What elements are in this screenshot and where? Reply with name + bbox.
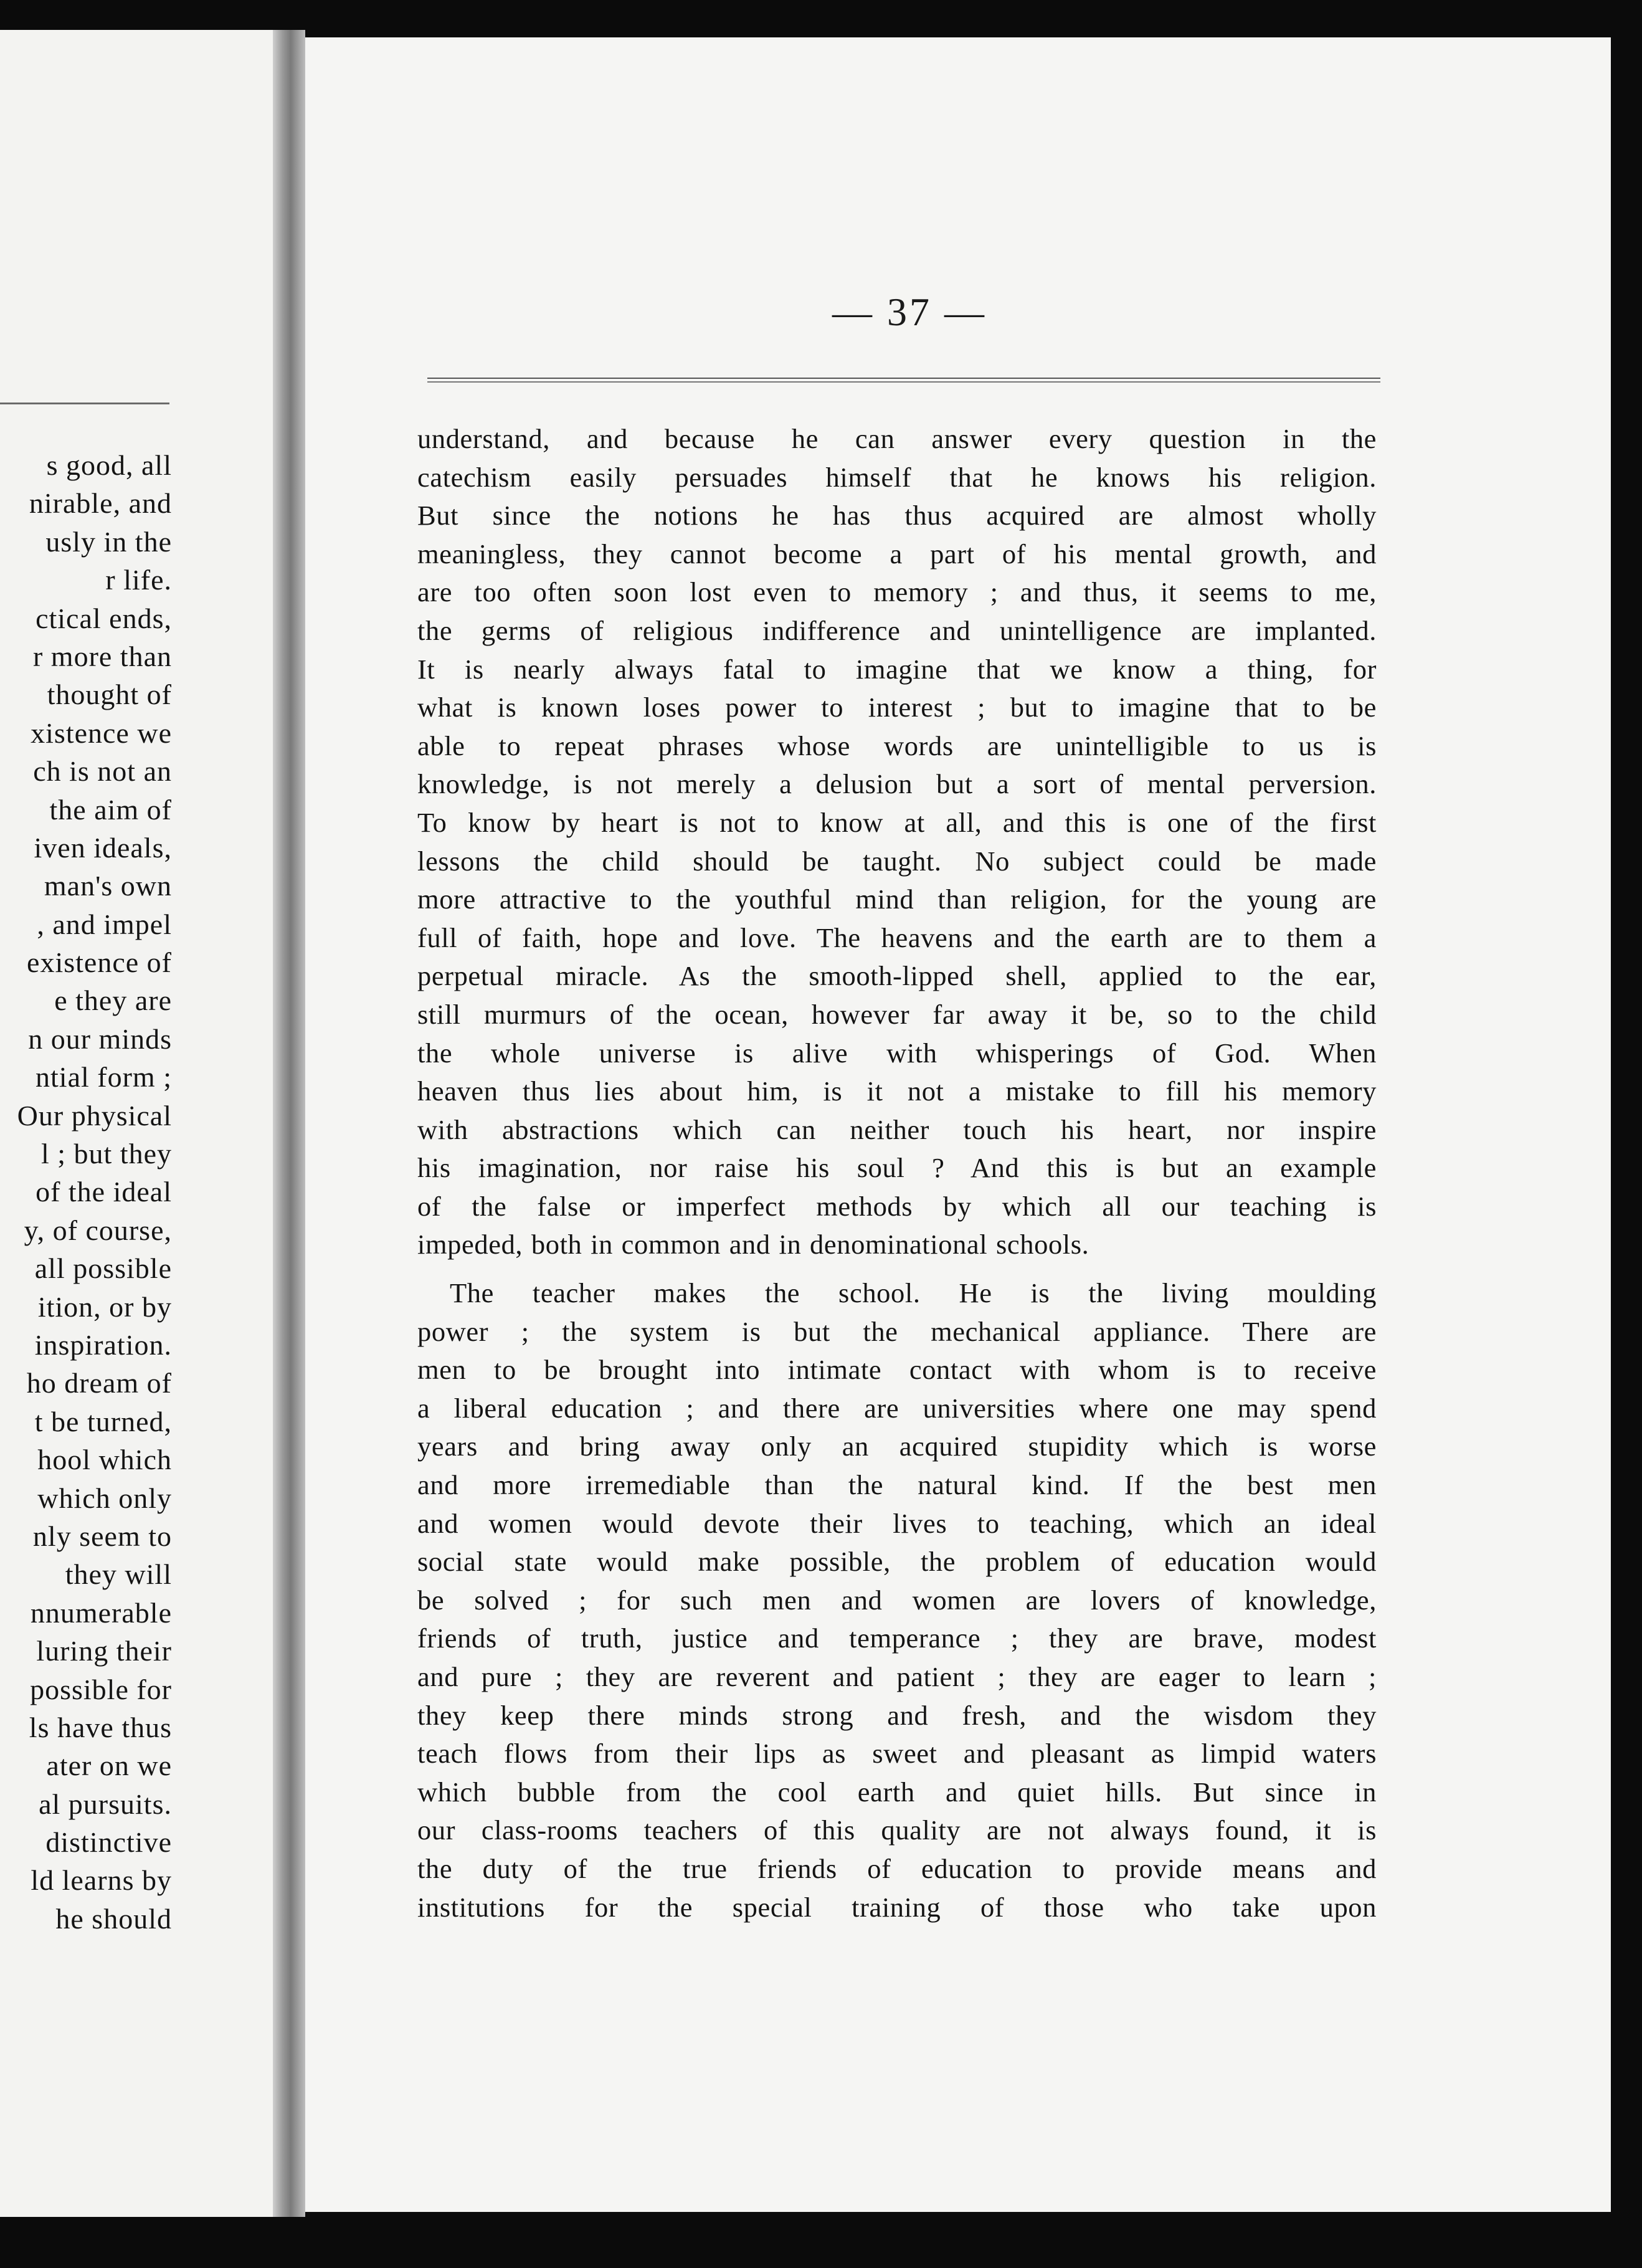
text-line: r more than [32, 640, 172, 672]
text-line: he should [55, 1902, 172, 1935]
text-line: they keep there minds strong and fresh, and the wisdom they [417, 1699, 1377, 1731]
text-line: s good, all [46, 449, 172, 481]
text-line: the whole universe is alive with whisperings of God. When [417, 1037, 1377, 1069]
text-line: luring their [36, 1635, 172, 1667]
paragraph-1 [417, 420, 1377, 1264]
text-line: r life. [105, 564, 172, 596]
text-line: of the false or imperfect methods by which all our teaching is [417, 1190, 1377, 1222]
text-line: But since the notions he has thus acquired are almost wholly [417, 500, 1377, 531]
text-line: and women would devote their lives to teaching, which an ideal [417, 1507, 1377, 1539]
left-header-rule [0, 403, 169, 404]
text-line: all possible [34, 1252, 172, 1285]
text-line: xistence we [31, 717, 172, 749]
text-line: the aim of [49, 793, 172, 826]
text-line: impeded, both in common and in denominational schools. [417, 1229, 1089, 1260]
text-line: years and bring away only an acquired stupidity which is worse [417, 1431, 1377, 1462]
book-gutter [273, 30, 305, 2217]
text-line: , and impel [37, 908, 172, 940]
text-line: y, of course, [24, 1214, 172, 1246]
text-line: l ; but they [40, 1138, 172, 1170]
left-page-text [0, 446, 172, 1938]
text-line: and more irremediable than the natural kind. If the best men [417, 1469, 1377, 1501]
text-line: ntial form ; [36, 1061, 172, 1094]
text-line: ition, or by [37, 1290, 172, 1323]
text-line: the duty of the true friends of education to provide means and [417, 1852, 1377, 1884]
text-line: teach flows from their lips as sweet and pleasant as limpid waters [417, 1738, 1377, 1770]
text-line: what is known loses power to interest ; but to imagine that to be [417, 692, 1377, 723]
text-line: t be turned, [34, 1405, 172, 1437]
text-line: men to be brought into intimate contact with whom is to receive [417, 1354, 1377, 1386]
text-line: possible for [30, 1673, 172, 1705]
text-line: ld learns by [31, 1864, 172, 1897]
left-page [0, 30, 273, 2217]
text-line: distinctive [45, 1826, 172, 1859]
text-line: which only [37, 1482, 172, 1514]
text-line: and pure ; they are reverent and patient ; they are eager to learn ; [417, 1661, 1377, 1692]
text-line: inspiration. [34, 1328, 172, 1361]
text-line: Our physical [17, 1099, 172, 1132]
text-line: It is nearly always fatal to imagine that we know a thing, for [417, 653, 1377, 685]
text-line: our class-rooms teachers of this quality are not always found, it is [417, 1814, 1377, 1846]
text-line: ls have thus [29, 1711, 172, 1743]
text-line: perpetual miracle. As the smooth-lipped shell, applied to the ear, [417, 960, 1377, 992]
page-number: — 37 — [832, 290, 987, 334]
text-line: meaningless, they cannot become a part of his mental growth, and [417, 538, 1377, 569]
text-line: knowledge, is not merely a delusion but a sort of mental perversion. [417, 768, 1377, 800]
text-line: social state would make possible, the problem of education would [417, 1546, 1377, 1578]
text-line: more attractive to the youthful mind than religion, for the young are [417, 884, 1377, 915]
text-line: a liberal education ; and there are universities where one may spend [417, 1392, 1377, 1424]
text-line: with abstractions which can neither touch his heart, nor inspire [417, 1113, 1377, 1145]
text-line: man's own [44, 870, 172, 902]
text-line: usly in the [45, 525, 172, 558]
text-line: nly seem to [32, 1520, 172, 1552]
text-line: n our minds [28, 1022, 172, 1055]
text-line: the germs of religious indifference and unintelligence are implanted. [417, 614, 1377, 646]
text-line: which bubble from the cool earth and quiet hills. But since in [417, 1776, 1377, 1808]
text-line: thought of [47, 679, 172, 711]
text-line: e they are [54, 984, 172, 1017]
text-line: are too often soon lost even to memory ; and thus, it seems to me, [417, 576, 1377, 608]
text-line: full of faith, hope and love. The heavens and the earth are to them a [417, 922, 1377, 953]
text-line: his imagination, nor raise his soul ? And this is but an example [417, 1152, 1377, 1184]
text-line: To know by heart is not to know at all, and this is one of the first [417, 806, 1377, 838]
text-line: al pursuits. [39, 1788, 172, 1820]
text-line: nnumerable [30, 1596, 172, 1629]
text-line: able to repeat phrases whose words are unintelligible to us is [417, 730, 1377, 761]
text-line: they will [65, 1558, 172, 1591]
header-rule [427, 378, 1380, 383]
text-line: understand, and because he can answer every question in the [417, 423, 1377, 454]
text-line: still murmurs of the ocean, however far away it be, so to the child [417, 998, 1377, 1030]
text-line: The teacher makes the school. He is the living moulding [450, 1277, 1377, 1309]
text-line: ch is not an [33, 755, 172, 788]
text-line: be solved ; for such men and women are lovers of knowledge, [417, 1584, 1377, 1616]
text-line: ctical ends, [36, 602, 172, 634]
text-line: friends of truth, justice and temperance ; they are brave, modest [417, 1622, 1377, 1654]
text-line: power ; the system is but the mechanical appliance. There are [417, 1315, 1377, 1347]
paragraph-2 [417, 1274, 1377, 1927]
right-page [305, 37, 1611, 2212]
text-line: ater on we [46, 1750, 172, 1782]
body-text [417, 420, 1377, 1927]
text-line: lessons the child should be taught. No subject could be made [417, 845, 1377, 877]
text-line: existence of [27, 946, 172, 979]
text-line: of the ideal [36, 1176, 172, 1208]
text-line: catechism easily persuades himself that he knows his religion. [417, 461, 1377, 493]
text-line: ho dream of [26, 1367, 172, 1399]
scan-bottom-border [0, 2217, 1642, 2268]
text-line: heaven thus lies about him, is it not a mistake to fill his memory [417, 1075, 1377, 1107]
text-line: institutions for the special training of those who take upon [417, 1891, 1377, 1923]
text-line: iven ideals, [34, 831, 172, 864]
text-line: nirable, and [29, 487, 172, 520]
text-line: hool which [37, 1444, 172, 1476]
